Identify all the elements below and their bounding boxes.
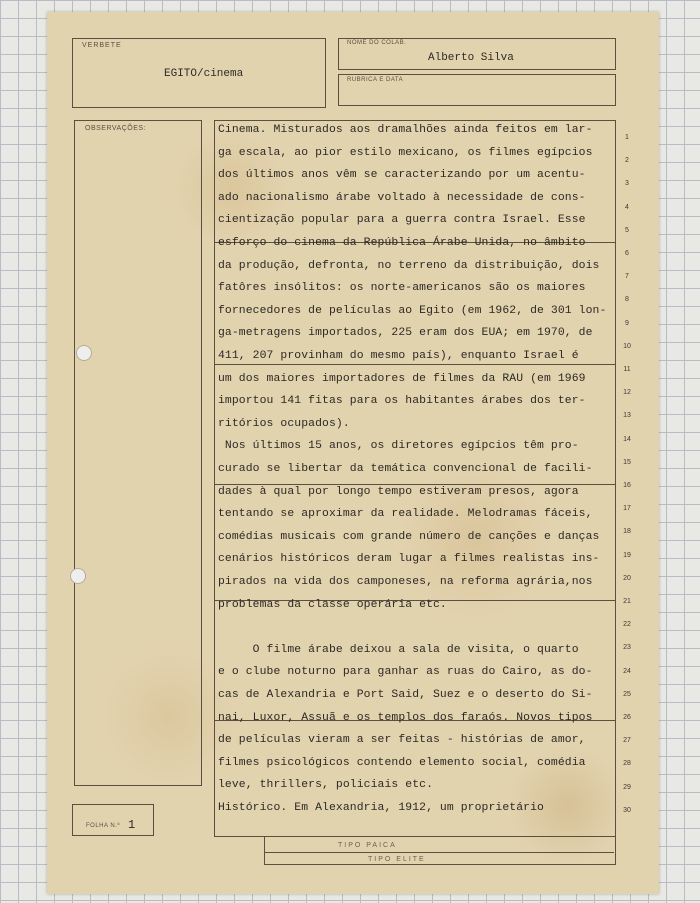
typed-line: um dos maiores importadores de filmes da RAU (em 1969 <box>218 372 586 385</box>
typed-line: nai, Luxor, Assuã e os templos dos faraós. Novos tipos <box>218 711 593 724</box>
line-number: 7 <box>625 273 629 281</box>
line-number: 2 <box>625 157 629 165</box>
typed-line: cientização popular para a guerra contra Israel. Esse <box>218 214 586 227</box>
footer-box <box>264 836 616 865</box>
line-number: 10 <box>623 342 631 350</box>
line-number: 25 <box>623 690 631 698</box>
typed-line: ga-metragens importados, 225 eram dos EUA; em 1970, de <box>218 327 593 340</box>
folha-label: FOLHA N.º <box>86 823 121 829</box>
typed-line: Cinema. Misturados aos dramalhões ainda feitos em lar- <box>218 124 593 136</box>
typed-line: e o clube noturno para ganhar as ruas do Cairo, as do- <box>218 666 593 679</box>
typed-line: pirados na vida dos camponeses, na reforma agrária,nos <box>218 576 593 588</box>
line-number: 8 <box>625 296 629 304</box>
line-number: 6 <box>625 250 629 257</box>
typed-line: importou 141 fitas para os habitantes árabes dos ter- <box>218 395 586 408</box>
line-number: 18 <box>623 528 631 536</box>
line-number: 27 <box>623 737 631 745</box>
typed-line: Nos últimos 15 anos, os diretores egípcios têm pro- <box>218 440 579 453</box>
rubrica-data-label: RUBRICA E DATA <box>347 77 404 83</box>
typed-line: ritórios ocupados). <box>218 417 350 430</box>
line-number: 30 <box>623 806 631 814</box>
tipo-paica-label: TIPO PAICA <box>338 842 397 849</box>
punch-hole <box>70 568 86 584</box>
folha-box <box>72 804 154 836</box>
typed-line: tentando se aproximar da realidade. Melodramas fáceis, <box>218 508 593 521</box>
line-number: 9 <box>625 319 629 327</box>
line-number: 17 <box>623 505 631 513</box>
typed-line: cas de Alexandria e Port Said, Suez e o deserto do Si- <box>218 689 593 701</box>
line-number: 24 <box>623 667 631 675</box>
footer-rule <box>264 852 614 853</box>
verbete-label: VERBETE <box>82 42 122 49</box>
typed-line: 411, 207 provinham do mesmo país), enquanto Israel é <box>218 350 579 362</box>
typed-text-area <box>214 120 616 837</box>
line-number: 16 <box>623 482 631 489</box>
typed-line: filmes psicológicos contendo elemento social, comédia <box>218 756 586 769</box>
typed-line: de películas vieram a ser feitas - histórias de amor, <box>218 734 586 747</box>
line-number: 29 <box>623 783 631 791</box>
typed-line: fatôres insólitos: os norte-americanos são os maiores <box>218 282 586 295</box>
observacoes-box <box>74 120 202 786</box>
line-number: 21 <box>623 598 631 605</box>
line-number: 28 <box>623 760 631 768</box>
line-number: 1 <box>625 134 629 141</box>
typed-line: Histórico. Em Alexandria, 1912, um proprietário <box>218 802 544 814</box>
typed-line: cenários históricos deram lugar a filmes realistas ins- <box>218 553 600 566</box>
line-number: 19 <box>623 551 631 559</box>
line-number: 11 <box>623 366 631 373</box>
line-number: 23 <box>623 644 631 652</box>
line-number: 20 <box>623 574 631 582</box>
typed-line: problemas da classe operária etc. <box>218 598 447 611</box>
tipo-elite-label: TIPO ELITE <box>368 856 426 863</box>
section-rule <box>214 364 616 365</box>
typed-line: leve, thrillers, policiais etc. <box>218 779 434 792</box>
observacoes-label: OBSERVAÇÕES: <box>85 125 146 132</box>
nome-colab-value: Alberto Silva <box>428 52 514 64</box>
nome-colab-label: NOME DO COLAB. <box>347 40 407 46</box>
line-number: 3 <box>625 180 629 188</box>
punch-hole <box>76 345 92 361</box>
typed-line: curado se libertar da temática convencional de facili- <box>218 463 593 475</box>
typed-line: ado nacionalismo árabe voltado à necessidade de cons- <box>218 191 586 204</box>
typed-line: fornecedores de películas ao Egito (em 1962, de 301 lon- <box>218 304 607 317</box>
line-number: 4 <box>625 203 629 211</box>
typed-line: dades à qual por longo tempo estiveram presos, agora <box>218 485 579 498</box>
line-number: 22 <box>623 621 631 629</box>
line-number: 12 <box>623 389 631 397</box>
typed-line: esforço do cinema da República Árabe Unida, no âmbito <box>218 237 586 249</box>
typed-line: ga escala, ao pior estilo mexicano, os filmes egípcios <box>218 146 593 159</box>
typed-line: dos últimos anos vêm se caracterizando por um acentu- <box>218 169 586 182</box>
folha-value: 1 <box>128 818 136 832</box>
typed-line: O filme árabe deixou a sala de visita, o quarto <box>218 643 579 656</box>
line-number: 13 <box>623 412 631 420</box>
line-number: 14 <box>623 435 631 443</box>
line-number: 26 <box>623 714 631 721</box>
typed-line: da produção, defronta, no terreno da distribuição, dois <box>218 259 600 272</box>
verbete-value: EGITO/cinema <box>164 68 244 80</box>
line-number: 15 <box>623 458 631 466</box>
line-number: 5 <box>625 226 629 234</box>
typed-line: comédias musicais com grande número de canções e danças <box>218 530 600 543</box>
